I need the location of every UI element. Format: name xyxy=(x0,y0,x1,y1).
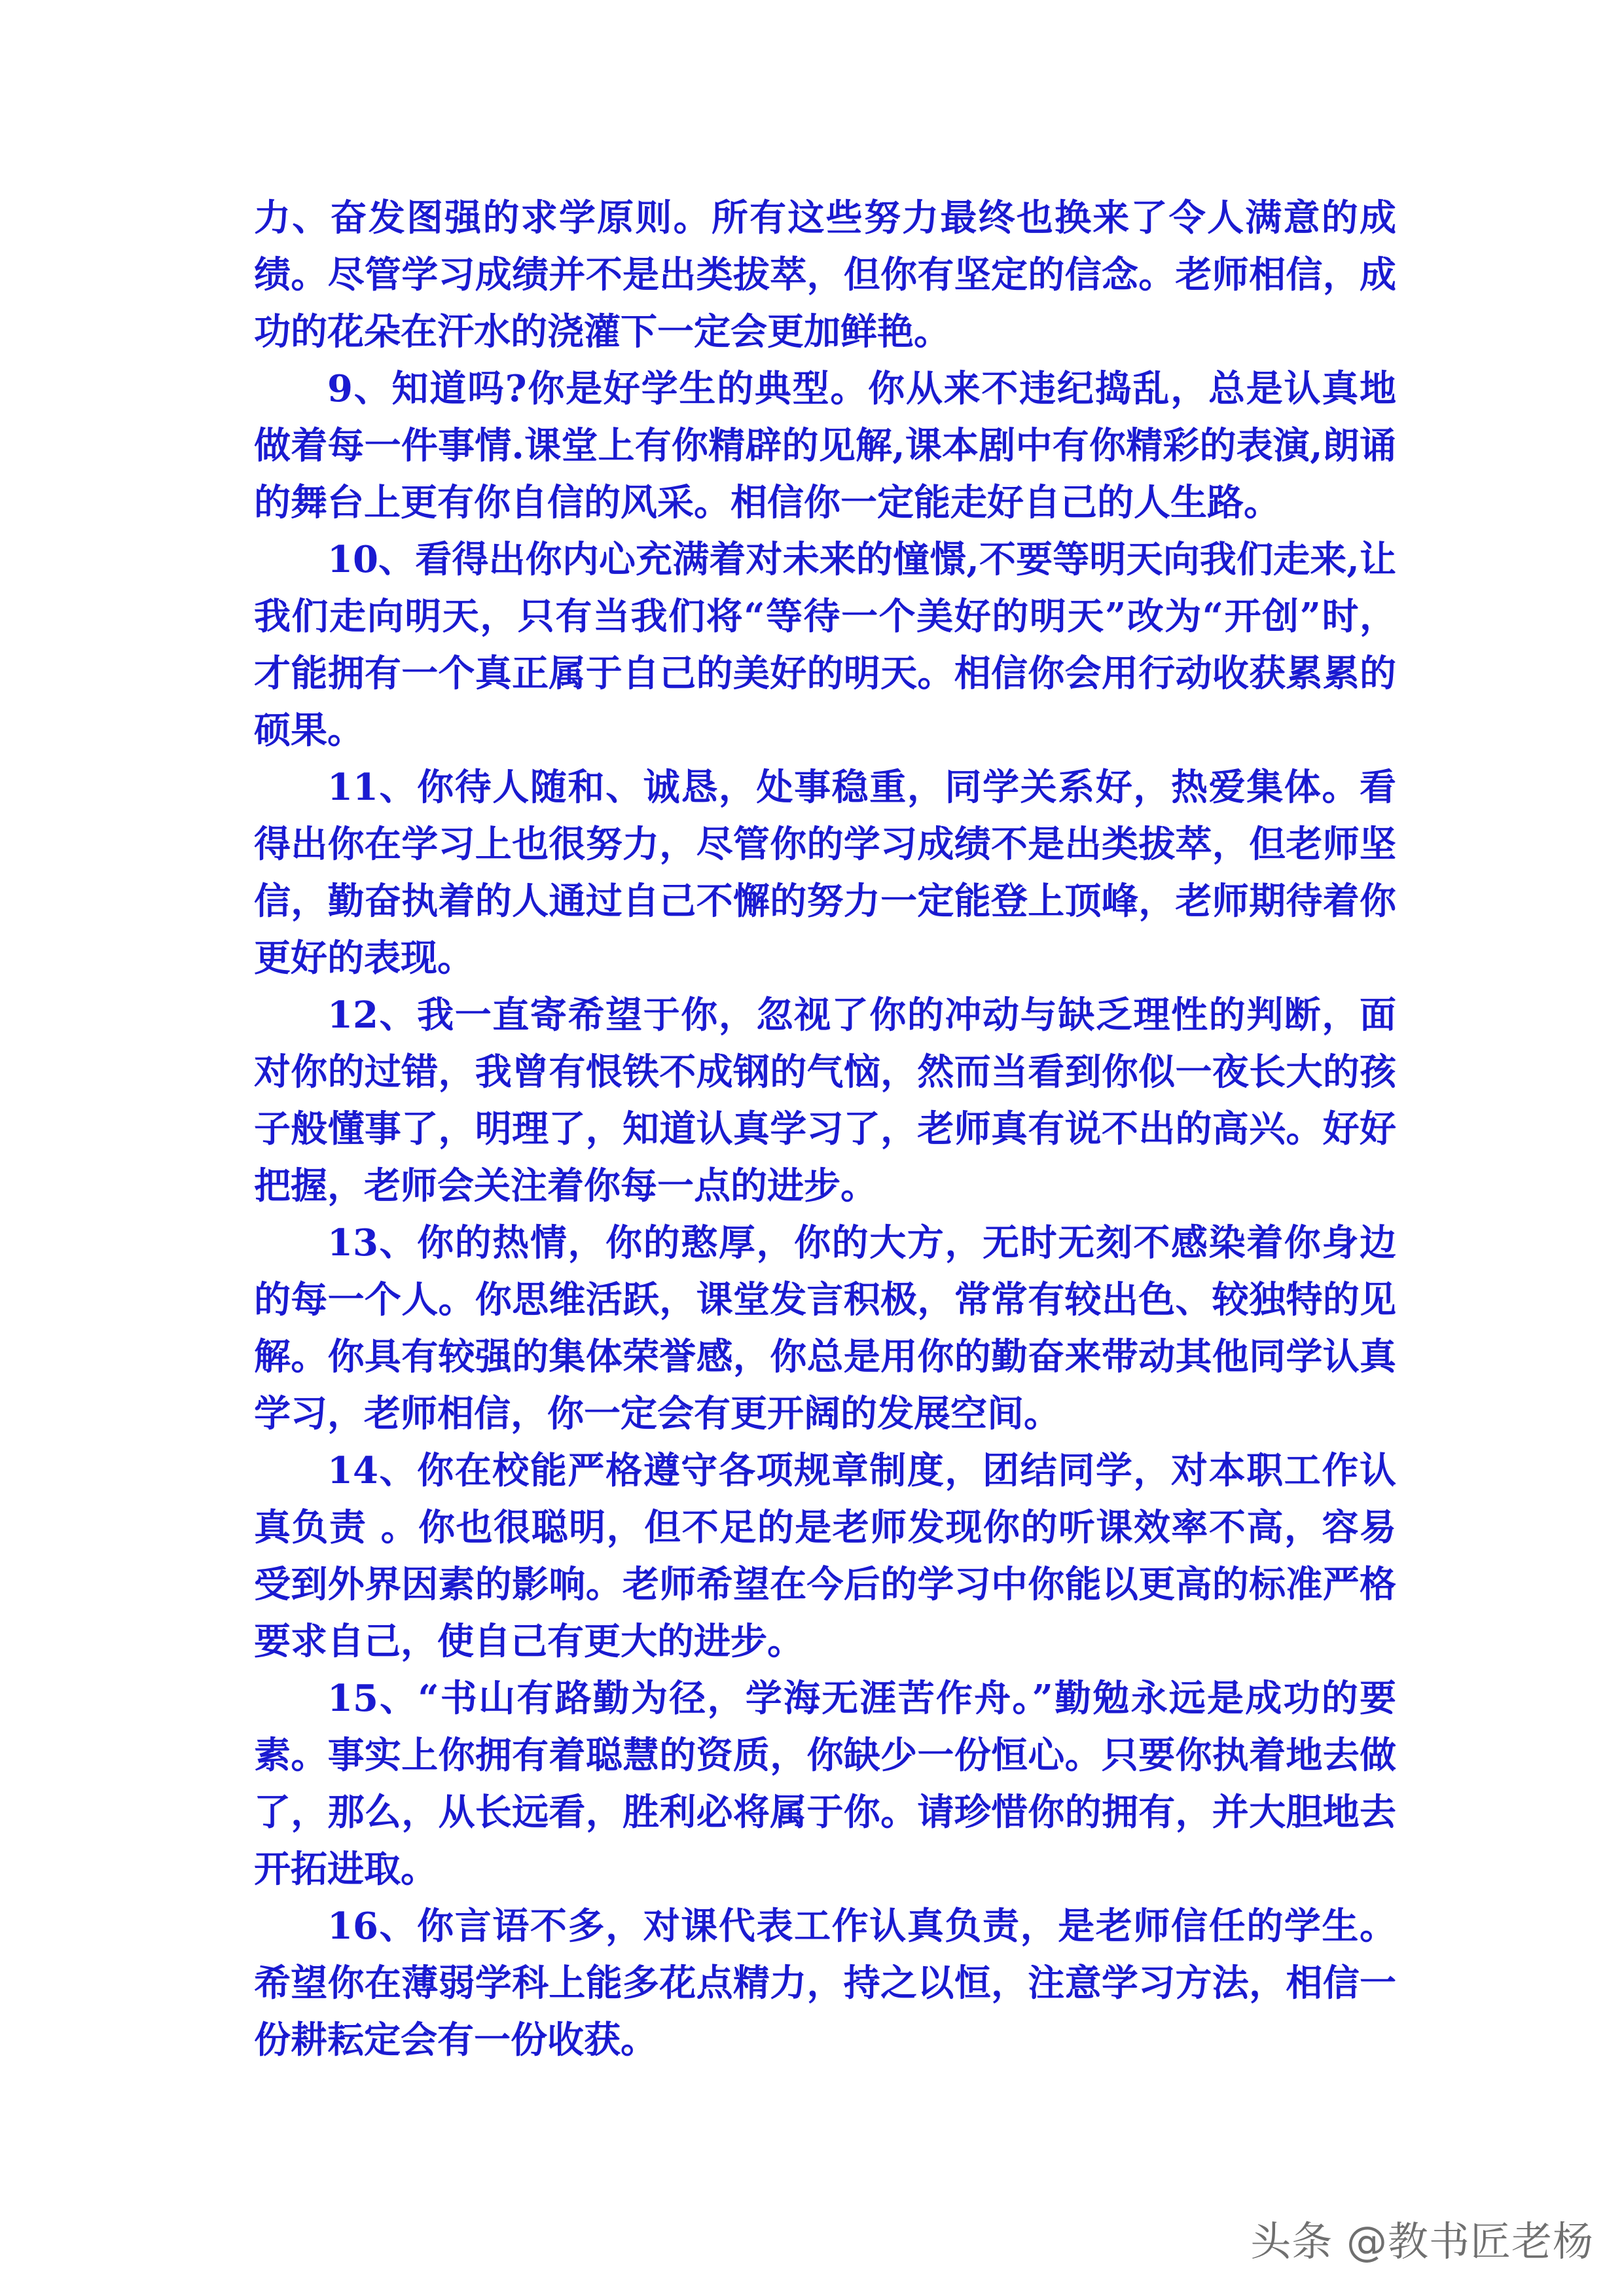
paragraph-comment-15: 15、“书山有路勤为径，学海无涯苦作舟。”勤勉永远是成功的要素。事实上你拥有着聪慧的资质，你缺少一份恒心。只要你执着地去做了，那么，从长远看，胜利必将属于你。请珍惜你的拥有，并大胆地去开拓进取。 xyxy=(254,1677,1396,1891)
paragraph-continued: 力、奋发图强的求学原则。所有这些努力最终也换来了令人满意的成绩。尽管学习成绩并不是出类拔萃，但你有坚定的信念。老师相信，成功的花朵在汗水的浇灌下一定会更加鲜艳。 xyxy=(254,196,1396,353)
document-body xyxy=(254,190,1396,2069)
paragraph-comment-12: 12、我一直寄希望于你，忽视了你的冲动与缺乏理性的判断，面对你的过错，我曾有恨铁不成钢的气恼，然而当看到你似一夜长大的孩子般懂事了，明理了，知道认真学习了，老师真有说不出的高兴。好好把握，老师会关注着你每一点的进步。 xyxy=(254,994,1396,1208)
paragraph-comment-13: 13、你的热情，你的憨厚，你的大方，无时无刻不感染着你身边的每一个人。你思维活跃，课堂发言积极，常常有较出色、较独特的见解。你具有较强的集体荣誉感，你总是用你的勤奋来带动其他同学认真学习，老师相信，你一定会有更开阔的发展空间。 xyxy=(254,1221,1396,1435)
paragraph-comment-14: 14、你在校能严格遵守各项规章制度，团结同学，对本职工作认真负责 。你也很聪明，但不足的是老师发现你的听课效率不高，容易受到外界因素的影响。老师希望在今后的学习中你能以更高的标准严格要求自己，使自己有更大的进步。 xyxy=(254,1449,1396,1663)
paragraph-comment-10: 10、看得出你内心充满着对未来的憧憬,不要等明天向我们走来,让我们走向明天，只有当我们将“等待一个美好的明天”改为“开创”时，才能拥有一个真正属于自己的美好的明天。相信你会用行动收获累累的硕果。 xyxy=(254,538,1396,752)
paragraph-comment-16: 16、你言语不多，对课代表工作认真负责，是老师信任的学生。希望你在薄弱学科上能多花点精力，持之以恒，注意学习方法，相信一份耕耘定会有一份收获。 xyxy=(254,1905,1396,2062)
paragraph-comment-9: 9、知道吗?你是好学生的典型。你从来不违纪捣乱，总是认真地做着每一件事情.课堂上有你精辟的见解,课本剧中有你精彩的表演,朗诵的舞台上更有你自信的风采。相信你一定能走好自己的人生路。 xyxy=(254,367,1396,524)
paragraph-comment-11: 11、你待人随和、诚恳，处事稳重，同学关系好，热爱集体。看得出你在学习上也很努力，尽管你的学习成绩不是出类拔萃，但老师坚信，勤奋执着的人通过自己不懈的努力一定能登上顶峰，老师期待着你更好的表现。 xyxy=(254,766,1396,980)
watermark-label: 头条 @教书匠老杨 xyxy=(1250,2217,1594,2265)
